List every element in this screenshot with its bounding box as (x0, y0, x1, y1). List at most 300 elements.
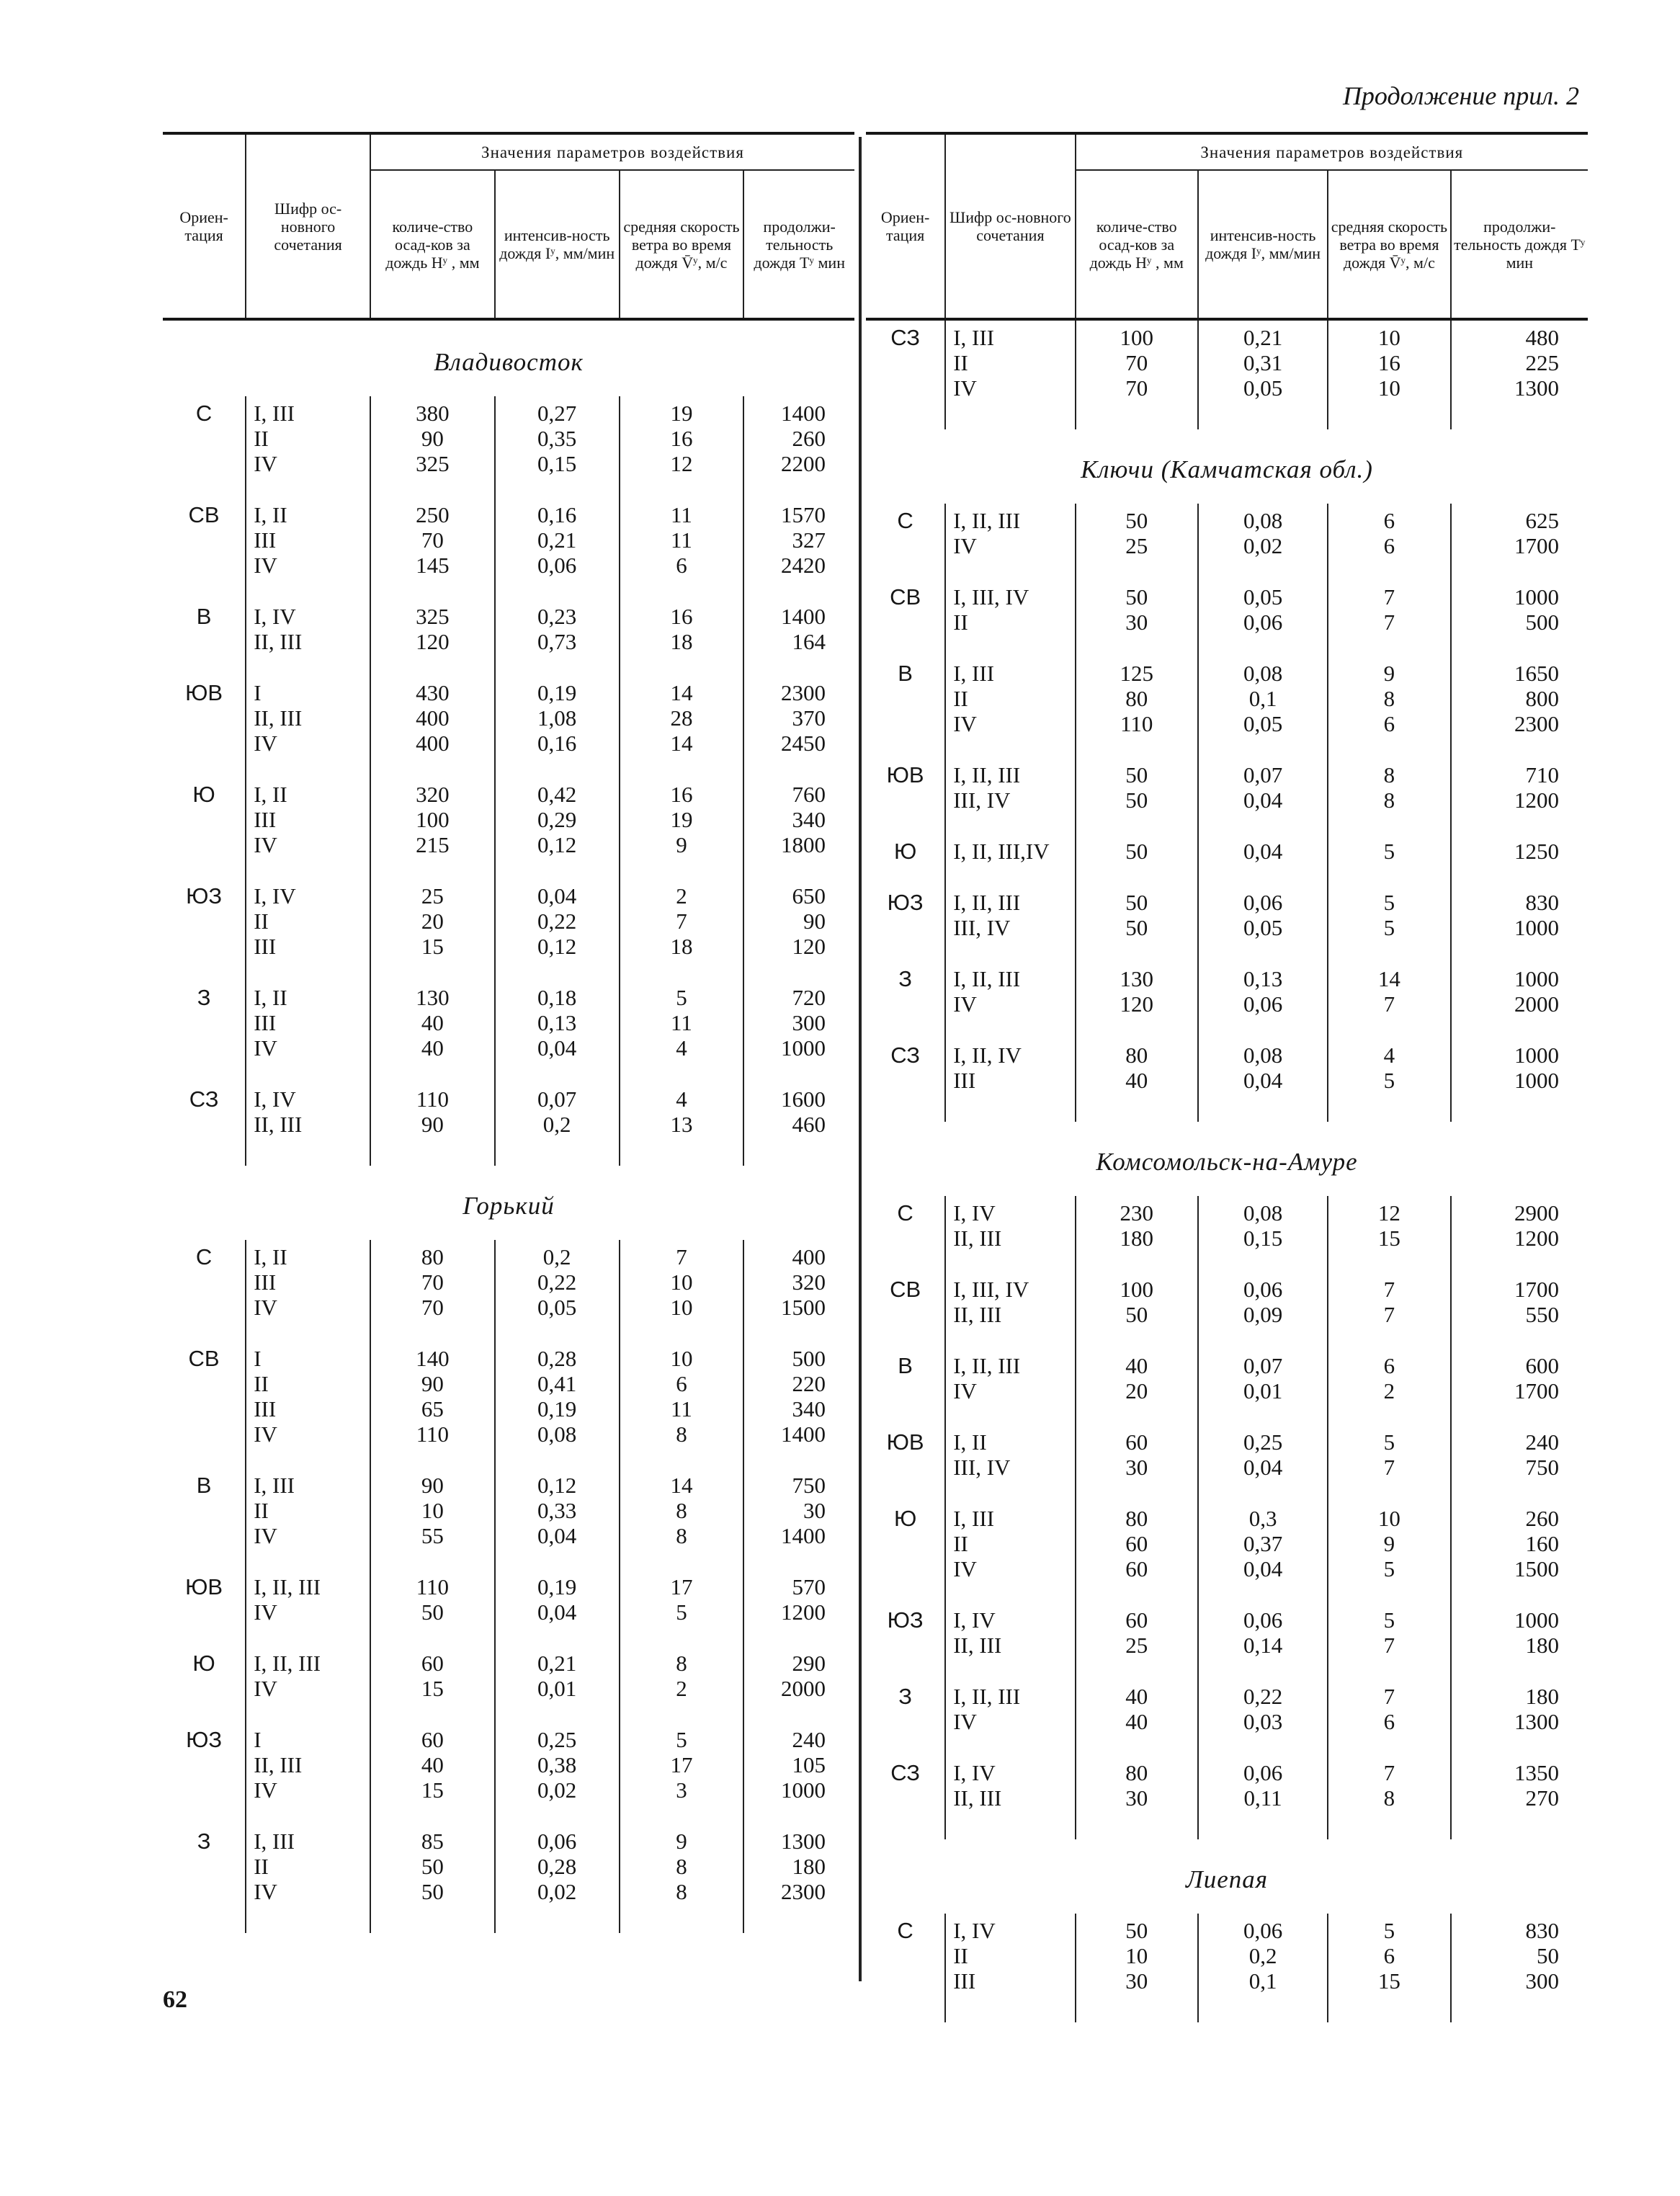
intensity-value: 0,04 (1243, 1068, 1283, 1093)
table-row (163, 1570, 854, 1646)
intensity-value: 0,07 (1243, 762, 1283, 787)
precip-amount-value: 60 (1125, 1556, 1148, 1581)
duration-value: 30 (803, 1498, 826, 1523)
duration-value: 1000 (1514, 966, 1559, 991)
precip-amount-value: 90 (421, 1112, 444, 1137)
orientation-cell: ЮВ (886, 1429, 924, 1455)
wind-speed-value: 16 (670, 604, 693, 629)
wind-speed-cell (620, 599, 744, 676)
intensity-value: 0,06 (1243, 991, 1283, 1017)
duration-cell (743, 599, 854, 676)
table-row (163, 599, 854, 676)
orientation-cell: ЮВ (886, 762, 924, 787)
precip-amount-cell (1076, 834, 1198, 885)
duration-value: 1700 (1514, 1378, 1559, 1403)
precip-amount-value: 60 (421, 1727, 444, 1752)
wind-speed-value: 19 (670, 807, 693, 832)
intensity-value: 0,13 (537, 1010, 577, 1035)
wind-speed-value: 4 (1383, 1043, 1395, 1068)
duration-cell (743, 396, 854, 498)
duration-cell (743, 777, 854, 879)
duration-value: 1300 (781, 1829, 826, 1854)
duration-value: 1200 (781, 1599, 826, 1625)
intensity-cell (1198, 1196, 1328, 1272)
intensity-value: 0,03 (1243, 1709, 1283, 1734)
header-orientation: Ориен-тация (880, 208, 930, 244)
wind-speed-value: 5 (676, 985, 687, 1010)
wind-speed-value: 11 (671, 1396, 692, 1421)
table-row (866, 1603, 1588, 1679)
orientation-cell: СВ (188, 1346, 220, 1371)
code-cell (246, 1082, 370, 1166)
orientation-cell: ЮВ (185, 1574, 223, 1599)
intensity-value: 0,28 (537, 1346, 577, 1371)
orientation-cell: Ю (893, 1506, 917, 1531)
precip-amount-value: 90 (421, 1473, 444, 1498)
code-cell (945, 580, 1075, 656)
precip-amount-value: 90 (421, 1371, 444, 1396)
precip-amount-value: 60 (1125, 1531, 1148, 1556)
wind-speed-value: 5 (676, 1599, 687, 1625)
precip-amount-value: 10 (421, 1498, 444, 1523)
intensity-value: 0,02 (537, 1879, 577, 1904)
intensity-value: 0,12 (537, 934, 577, 959)
precip-amount-cell (370, 1082, 495, 1166)
duration-value: 600 (1525, 1353, 1559, 1378)
code-cell (246, 676, 370, 777)
header-precip-amount: количе-ство осад-ков за дождь Hʸ , мм (370, 170, 495, 319)
table-row (163, 1240, 854, 1342)
wind-speed-value: 28 (670, 705, 693, 731)
code-line: IV (254, 1879, 277, 1904)
duration-value: 105 (792, 1752, 826, 1777)
code-cell (246, 1342, 370, 1468)
precip-amount-cell (1076, 1679, 1198, 1756)
wind-speed-cell (1328, 1501, 1450, 1603)
orientation-cell: Ю (893, 839, 917, 864)
wind-speed-value: 16 (670, 782, 693, 807)
duration-cell (1451, 962, 1588, 1038)
code-cell (945, 962, 1075, 1038)
code-line: I, III, IV (953, 584, 1029, 610)
wind-speed-cell (620, 777, 744, 879)
precip-amount-value: 110 (416, 1086, 450, 1112)
table-row (163, 1468, 854, 1570)
code-cell (246, 1723, 370, 1824)
intensity-value: 0,37 (1243, 1531, 1283, 1556)
code-line: I, II, III (953, 508, 1021, 533)
precip-amount-value: 20 (421, 909, 444, 934)
wind-speed-cell (620, 1240, 744, 1342)
duration-value: 830 (1525, 890, 1559, 915)
code-line: I, III (254, 1473, 295, 1498)
intensity-value: 0,04 (1243, 1455, 1283, 1480)
intensity-value: 0,19 (537, 680, 577, 705)
precip-amount-cell (370, 396, 495, 498)
precip-amount-value: 110 (1120, 711, 1153, 736)
precip-amount-value: 250 (416, 502, 450, 527)
code-line: I, III (254, 401, 295, 426)
intensity-value: 0,21 (537, 1651, 577, 1676)
code-cell (246, 981, 370, 1082)
precip-amount-value: 230 (1120, 1200, 1153, 1226)
orientation-cell: В (196, 604, 212, 629)
code-line: I, IV (953, 1760, 996, 1785)
code-line: II (953, 686, 968, 711)
wind-speed-value: 5 (1383, 915, 1395, 940)
table-row (866, 885, 1588, 962)
code-line: IV (254, 451, 277, 476)
precip-amount-value: 60 (1125, 1429, 1148, 1455)
precip-amount-value: 80 (1125, 1043, 1148, 1068)
wind-speed-value: 6 (1383, 1353, 1395, 1378)
code-line: I (254, 680, 262, 705)
duration-value: 220 (792, 1371, 826, 1396)
city-heading-row (866, 1122, 1588, 1196)
code-line: II, III (953, 1785, 1002, 1811)
intensity-cell (495, 1824, 620, 1933)
table-row (866, 758, 1588, 834)
intensity-value: 0,06 (537, 553, 577, 578)
duration-value: 830 (1525, 1918, 1559, 1943)
table-row (866, 580, 1588, 656)
duration-value: 180 (1525, 1633, 1559, 1658)
precip-amount-value: 50 (1125, 584, 1148, 610)
header-intensity: интенсив-ность дождя Iʸ, мм/мин (495, 170, 620, 319)
duration-value: 1000 (1514, 1607, 1559, 1633)
table-row (866, 1914, 1588, 2022)
intensity-value: 0,08 (1243, 1043, 1283, 1068)
wind-speed-value: 17 (670, 1752, 693, 1777)
precip-amount-cell (1076, 1038, 1198, 1122)
table-row (866, 962, 1588, 1038)
wind-speed-value: 8 (1383, 787, 1395, 813)
code-line: I, II (254, 985, 287, 1010)
table-row (866, 321, 1588, 429)
duration-value: 1000 (781, 1035, 826, 1061)
precip-amount-cell (1076, 580, 1198, 656)
wind-speed-cell (620, 1082, 744, 1166)
precip-amount-cell (370, 1824, 495, 1933)
duration-value: 1000 (1514, 1068, 1559, 1093)
code-line: I, II, III (953, 890, 1021, 915)
duration-value: 1300 (1514, 375, 1559, 401)
wind-speed-value: 5 (676, 1727, 687, 1752)
duration-value: 710 (1525, 762, 1559, 787)
code-line: III, IV (953, 1455, 1011, 1480)
duration-value: 2450 (781, 731, 826, 756)
code-line: IV (953, 375, 977, 401)
duration-value: 1400 (781, 1523, 826, 1548)
precip-amount-cell (1076, 1349, 1198, 1425)
precip-amount-cell (370, 1646, 495, 1723)
code-line: I, III (254, 1829, 295, 1854)
wind-speed-cell (1328, 1272, 1450, 1349)
wind-speed-cell (1328, 656, 1450, 758)
intensity-value: 0,33 (537, 1498, 577, 1523)
wind-speed-value: 9 (676, 832, 687, 857)
duration-value: 480 (1525, 325, 1559, 350)
intensity-value: 0,27 (537, 401, 577, 426)
left-table-header (163, 132, 854, 321)
intensity-value: 0,04 (1243, 839, 1283, 864)
wind-speed-value: 6 (1383, 1943, 1395, 1968)
code-cell (945, 834, 1075, 885)
intensity-cell (495, 396, 620, 498)
wind-speed-cell (1328, 504, 1450, 580)
code-cell (246, 879, 370, 981)
precip-amount-cell (370, 981, 495, 1082)
precip-amount-cell (370, 1468, 495, 1570)
duration-value: 1350 (1514, 1760, 1559, 1785)
wind-speed-cell (1328, 758, 1450, 834)
intensity-value: 0,06 (1243, 890, 1283, 915)
duration-value: 90 (803, 909, 826, 934)
precip-amount-value: 80 (1125, 1760, 1148, 1785)
intensity-value: 0,02 (537, 1777, 577, 1803)
duration-value: 180 (792, 1854, 826, 1879)
code-cell (945, 1038, 1075, 1122)
orientation-cell: З (197, 985, 211, 1010)
intensity-value: 0,06 (1243, 1918, 1283, 1943)
wind-speed-value: 15 (1377, 1968, 1400, 1994)
wind-speed-value: 8 (676, 1854, 687, 1879)
duration-value: 1200 (1514, 1226, 1559, 1251)
precip-amount-value: 325 (416, 604, 450, 629)
precip-amount-value: 55 (421, 1523, 444, 1548)
wind-speed-value: 12 (1377, 1200, 1400, 1226)
table-row (163, 777, 854, 879)
precip-amount-value: 60 (1125, 1607, 1148, 1633)
wind-speed-value: 13 (670, 1112, 693, 1137)
duration-value: 1800 (781, 832, 826, 857)
intensity-cell (1198, 758, 1328, 834)
code-line: II (254, 1498, 269, 1523)
code-line: III, IV (953, 787, 1011, 813)
duration-value: 1600 (781, 1086, 826, 1112)
duration-value: 160 (1525, 1531, 1559, 1556)
city-heading-row (163, 1166, 854, 1240)
wind-speed-cell (1328, 1914, 1450, 2022)
wind-speed-value: 7 (1383, 1760, 1395, 1785)
intensity-value: 0,02 (1243, 533, 1283, 558)
continuation-note: Продолжение прил. 2 (1342, 81, 1579, 110)
code-cell (945, 1679, 1075, 1756)
precip-amount-cell (1076, 656, 1198, 758)
intensity-value: 0,73 (537, 629, 577, 654)
precip-amount-cell (1076, 1501, 1198, 1603)
intensity-value: 0,04 (1243, 787, 1283, 813)
wind-speed-cell (620, 981, 744, 1082)
code-cell (945, 1756, 1075, 1839)
precip-amount-value: 20 (1125, 1378, 1148, 1403)
code-cell (945, 1425, 1075, 1501)
intensity-value: 0,08 (537, 1421, 577, 1447)
table-row (163, 498, 854, 599)
orientation-cell: ЮВ (185, 680, 223, 705)
intensity-cell (1198, 1272, 1328, 1349)
duration-cell (1451, 1272, 1588, 1349)
header-group: Значения параметров воздействия (370, 133, 854, 170)
wind-speed-value: 10 (670, 1295, 693, 1320)
precip-amount-value: 25 (1125, 1633, 1148, 1658)
precip-amount-value: 50 (1125, 839, 1148, 864)
wind-speed-value: 7 (1383, 584, 1395, 610)
code-line: III (254, 527, 277, 553)
code-line: III (254, 934, 277, 959)
duration-cell (743, 1342, 854, 1468)
code-line: IV (953, 533, 977, 558)
wind-speed-value: 6 (676, 1371, 687, 1396)
wind-speed-value: 2 (676, 1676, 687, 1701)
precip-amount-cell (1076, 1914, 1198, 2022)
right-table-header (866, 132, 1588, 321)
intensity-value: 0,13 (1243, 966, 1283, 991)
precip-amount-value: 215 (416, 832, 450, 857)
orientation-cell: С (195, 401, 213, 426)
orientation-cell: С (897, 1918, 913, 1943)
code-line: IV (953, 1556, 977, 1581)
duration-value: 120 (792, 934, 826, 959)
precip-amount-value: 40 (421, 1752, 444, 1777)
precip-amount-value: 145 (416, 553, 450, 578)
duration-cell (743, 981, 854, 1082)
code-cell (246, 599, 370, 676)
code-cell (945, 504, 1075, 580)
intensity-value: 0,09 (1243, 1302, 1283, 1327)
code-cell (945, 1196, 1075, 1272)
orientation-cell: ЮЗ (186, 1727, 223, 1752)
table-row (866, 834, 1588, 885)
intensity-value: 0,22 (537, 909, 577, 934)
duration-value: 50 (1537, 1943, 1559, 1968)
precip-amount-value: 25 (421, 883, 444, 909)
intensity-value: 0,05 (1243, 915, 1283, 940)
intensity-cell (495, 676, 620, 777)
intensity-cell (1198, 962, 1328, 1038)
precip-amount-value: 400 (416, 731, 450, 756)
city-heading-row (866, 429, 1588, 504)
code-cell (246, 1240, 370, 1342)
duration-cell (1451, 834, 1588, 885)
precip-amount-value: 70 (1125, 350, 1148, 375)
precip-amount-value: 25 (1125, 533, 1148, 558)
wind-speed-value: 14 (670, 1473, 693, 1498)
precip-amount-value: 15 (421, 1777, 444, 1803)
wind-speed-value: 8 (1383, 686, 1395, 711)
intensity-value: 0,15 (1243, 1226, 1283, 1251)
wind-speed-value: 17 (670, 1574, 693, 1599)
code-line: I, III, IV (953, 1277, 1029, 1302)
precip-amount-value: 50 (421, 1599, 444, 1625)
precip-amount-value: 80 (421, 1244, 444, 1269)
precip-amount-value: 30 (1125, 1455, 1148, 1480)
precip-amount-value: 110 (416, 1574, 450, 1599)
code-line: I, II, III (953, 1353, 1021, 1378)
duration-value: 340 (792, 807, 826, 832)
duration-value: 550 (1525, 1302, 1559, 1327)
wind-speed-cell (1328, 1756, 1450, 1839)
code-cell (246, 1468, 370, 1570)
right-panel (866, 132, 1588, 2022)
intensity-value: 0,06 (1243, 1607, 1283, 1633)
intensity-cell (1198, 504, 1328, 580)
code-line: IV (254, 1421, 277, 1447)
duration-cell (1451, 1196, 1588, 1272)
precip-amount-value: 100 (1120, 325, 1153, 350)
code-line: II, III (254, 1112, 303, 1137)
precip-amount-value: 40 (1125, 1068, 1148, 1093)
intensity-cell (495, 777, 620, 879)
intensity-cell (1198, 1425, 1328, 1501)
duration-value: 570 (792, 1574, 826, 1599)
intensity-value: 0,08 (1243, 508, 1283, 533)
wind-speed-value: 7 (1383, 1633, 1395, 1658)
header-intensity: интенсив-ность дождя Iʸ, мм/мин (1198, 170, 1328, 319)
orientation-cell: СЗ (890, 325, 920, 350)
wind-speed-value: 11 (671, 527, 692, 553)
code-cell (945, 885, 1075, 962)
code-line: II (254, 1854, 269, 1879)
code-line: IV (254, 731, 277, 756)
duration-cell (1451, 1501, 1588, 1603)
code-line: I, IV (953, 1200, 996, 1226)
code-cell (945, 1501, 1075, 1603)
intensity-value: 0,06 (1243, 1277, 1283, 1302)
code-line: III (953, 1968, 976, 1994)
duration-cell (743, 498, 854, 599)
duration-value: 1000 (781, 1777, 826, 1803)
wind-speed-value: 3 (676, 1777, 687, 1803)
precip-amount-value: 50 (1125, 787, 1148, 813)
duration-value: 2420 (781, 553, 826, 578)
duration-value: 164 (792, 629, 826, 654)
wind-speed-value: 8 (1383, 1785, 1395, 1811)
intensity-value: 0,2 (1248, 1943, 1277, 1968)
wind-speed-value: 14 (670, 680, 693, 705)
code-cell (246, 1570, 370, 1646)
intensity-value: 0,06 (537, 1829, 577, 1854)
intensity-cell (1198, 656, 1328, 758)
header-group: Значения параметров воздействия (1076, 133, 1588, 170)
precip-amount-value: 70 (421, 527, 444, 553)
precip-amount-value: 125 (1120, 661, 1153, 686)
code-line: III (254, 807, 277, 832)
code-line: IV (254, 1035, 277, 1061)
header-wind-speed: средняя скорость ветра во время дождя V̄ʸ, м/с (620, 170, 744, 319)
precip-amount-cell (1076, 1756, 1198, 1839)
duration-cell (1451, 1038, 1588, 1122)
intensity-value: 0,04 (537, 1035, 577, 1061)
duration-cell (743, 1646, 854, 1723)
table-row (866, 1425, 1588, 1501)
duration-value: 1000 (1514, 584, 1559, 610)
intensity-value: 0,19 (537, 1396, 577, 1421)
duration-value: 180 (1525, 1684, 1559, 1709)
code-cell (945, 1349, 1075, 1425)
wind-speed-value: 7 (676, 909, 687, 934)
header-wind-speed: средняя скорость ветра во время дождя V̄ʸ, м/с (1328, 170, 1450, 319)
precip-amount-value: 120 (416, 629, 450, 654)
intensity-value: 0,05 (1243, 584, 1283, 610)
intensity-cell (495, 599, 620, 676)
orientation-cell: СВ (890, 1277, 921, 1302)
code-line: I, II, IV (953, 1043, 1022, 1068)
precip-amount-value: 90 (421, 426, 444, 451)
precip-amount-value: 50 (1125, 508, 1148, 533)
wind-speed-value: 19 (670, 401, 693, 426)
code-line: IV (254, 1777, 277, 1803)
